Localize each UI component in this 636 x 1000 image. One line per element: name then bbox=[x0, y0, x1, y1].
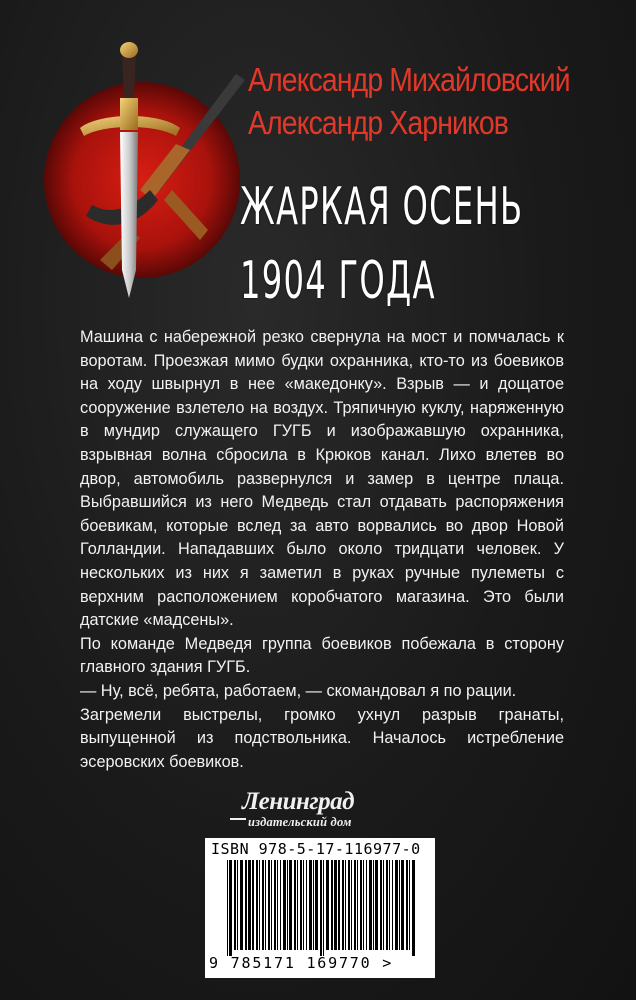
barcode-bar bbox=[399, 860, 400, 950]
isbn-label: ISBN 978-5-17-116977-0 bbox=[211, 840, 421, 858]
barcode-bar bbox=[294, 860, 296, 950]
publisher-logo bbox=[228, 788, 418, 836]
authors bbox=[248, 58, 575, 144]
barcode-bar bbox=[280, 860, 281, 950]
barcode-bar bbox=[386, 860, 388, 950]
barcode-bar bbox=[256, 860, 258, 950]
barcode-bar bbox=[303, 860, 304, 950]
barcode-bar bbox=[283, 860, 286, 950]
barcode-bar bbox=[383, 860, 384, 950]
barcode-bar bbox=[320, 860, 322, 956]
book-title bbox=[240, 170, 524, 318]
barcode-bar bbox=[334, 860, 337, 950]
barcode-bar bbox=[366, 860, 367, 950]
barcode-bar bbox=[412, 860, 415, 956]
barcode-bar bbox=[354, 860, 356, 950]
author-2: Александр Харников bbox=[248, 104, 509, 141]
barcode-bar bbox=[389, 860, 390, 950]
dagger-rifle-emblem bbox=[40, 40, 250, 300]
title-line-2: 1904 ГОДА bbox=[240, 251, 436, 311]
barcode-bar bbox=[271, 860, 272, 950]
barcode-bar bbox=[227, 860, 228, 956]
barcode-bar bbox=[297, 860, 298, 950]
barcode-bar bbox=[248, 860, 251, 950]
barcode-bar bbox=[392, 860, 393, 950]
barcode-bar bbox=[259, 860, 260, 950]
barcode-bar bbox=[409, 860, 410, 950]
barcode bbox=[205, 838, 435, 978]
annotation-paragraph: По команде Медведя группа боевиков побежала в сторону главного здания ГУГБ. bbox=[80, 634, 564, 677]
barcode-bar bbox=[357, 860, 358, 950]
barcode-bar bbox=[237, 860, 238, 950]
barcode-bar bbox=[345, 860, 346, 950]
barcode-bar bbox=[287, 860, 288, 950]
barcode-bar bbox=[326, 860, 329, 950]
barcode-bars bbox=[225, 860, 421, 958]
annotation-paragraph: Машина с набережной резко свернула на мост и помчалась к воротам. Проезжая мимо будки охранника, кто-то из боевиков на ходу швырнул в нее «македонку». Взрыв — и дощатое сооружение взлетело на воздух. Тряпичную куклу, наряженную в мундир служащего ГУГБ и изображавшую охранника, взрывная волна сбросила в Крюков канал. Лихо влетев во двор, автомобиль развернулся и замер в центре плаца. Выбравшийся из него Медведь стал отдавать распоряжения боевикам, которые вслед за авто ворвались во двор Новой Голландии. Нападавших было около тридцати человек. У нескольких из них я заметил в руках ручные пулеметы с верхним расположением коробчатого магазина. Это были датские «мадсены». bbox=[80, 328, 564, 630]
barcode-bar bbox=[395, 860, 398, 950]
barcode-bar bbox=[268, 860, 270, 950]
barcode-bar bbox=[300, 860, 302, 950]
author-1: Александр Михайловский bbox=[248, 61, 570, 98]
title-line-1: ЖАРКАЯ ОСЕНЬ bbox=[240, 177, 524, 237]
barcode-bar bbox=[234, 860, 236, 950]
barcode-bar bbox=[240, 860, 243, 950]
barcode-bar bbox=[309, 860, 312, 950]
barcode-bar bbox=[229, 860, 232, 956]
barcode-bar bbox=[315, 860, 318, 950]
publisher-subtitle: издательский дом bbox=[248, 815, 352, 829]
barcode-bar bbox=[360, 860, 362, 950]
barcode-bar bbox=[401, 860, 404, 950]
barcode-bar bbox=[380, 860, 382, 950]
barcode-bar bbox=[313, 860, 314, 950]
barcode-bar bbox=[406, 860, 408, 950]
barcode-bar bbox=[338, 860, 340, 950]
barcode-bar bbox=[289, 860, 292, 950]
annotation-text bbox=[80, 326, 564, 774]
barcode-bar bbox=[363, 860, 364, 950]
barcode-bar bbox=[245, 860, 247, 950]
barcode-bar bbox=[331, 860, 333, 950]
barcode-bar bbox=[375, 860, 378, 950]
annotation-paragraph: Загремели выстрелы, громко ухнул разрыв гранаты, выпущенной из подствольника. Началось истребление эсеровских боевиков. bbox=[80, 705, 564, 771]
barcode-bar bbox=[369, 860, 372, 950]
ean-digits: 9 785171 169770 > bbox=[209, 954, 394, 972]
barcode-bar bbox=[351, 860, 352, 950]
barcode-bar bbox=[373, 860, 374, 950]
barcode-bar bbox=[342, 860, 344, 950]
barcode-bar bbox=[306, 860, 307, 950]
publisher-name: Ленинград bbox=[242, 788, 355, 815]
annotation-paragraph: — Ну, всё, ребята, работаем, — скомандовал я по рации. bbox=[80, 681, 517, 700]
publisher-underline bbox=[230, 818, 246, 820]
barcode-bar bbox=[277, 860, 278, 950]
barcode-bar bbox=[323, 860, 324, 956]
barcode-bar bbox=[262, 860, 264, 950]
barcode-bar bbox=[274, 860, 276, 950]
barcode-bar bbox=[348, 860, 350, 950]
barcode-bar bbox=[265, 860, 266, 950]
barcode-bar bbox=[252, 860, 254, 950]
